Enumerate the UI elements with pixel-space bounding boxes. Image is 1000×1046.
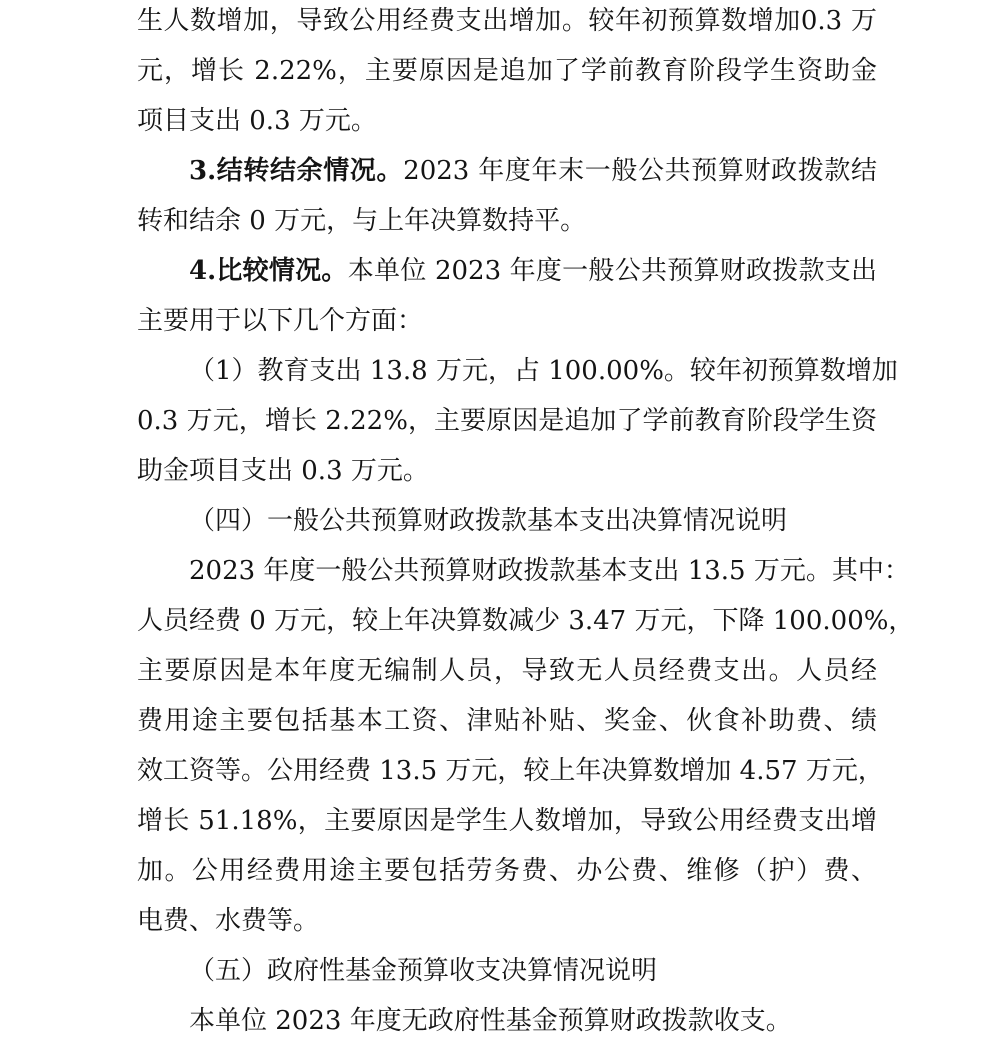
paragraph-line: 生人数增加，导致公用经费支出增加。较年初预算数增加0.3 万 bbox=[137, 6, 877, 36]
paragraph-line: （1）教育支出 13.8 万元，占 100.00%。较年初预算数增加 bbox=[189, 356, 898, 386]
paragraph-line: 人员经费 0 万元，较上年决算数减少 3.47 万元，下降 100.00%， bbox=[137, 606, 915, 636]
carryover-heading: 3.结转结余情况。 bbox=[189, 156, 404, 186]
paragraph-line: 2023 年度一般公共预算财政拨款基本支出 13.5 万元。其中： bbox=[189, 556, 910, 586]
paragraph-line: 主要用于以下几个方面： bbox=[137, 306, 424, 336]
paragraph-line: 助金项目支出 0.3 万元。 bbox=[137, 456, 429, 486]
paragraph-line: 效工资等。公用经费 13.5 万元，较上年决算数增加 4.57 万元， bbox=[137, 756, 884, 786]
paragraph-line: 加。公用经费用途主要包括劳务费、办公费、维修（护）费、 bbox=[137, 856, 877, 886]
section-heading-government-fund: （五）政府性基金预算收支决算情况说明 bbox=[189, 956, 658, 986]
paragraph-line: 0.3 万元，增长 2.22%，主要原因是追加了学前教育阶段学生资 bbox=[137, 406, 877, 436]
carryover-text: 2023 年度年末一般公共预算财政拨款结 bbox=[403, 156, 877, 186]
comparison-paragraph-line bbox=[189, 246, 877, 296]
paragraph-line: 项目支出 0.3 万元。 bbox=[137, 106, 377, 136]
carryover-paragraph-line bbox=[189, 146, 877, 196]
section-heading-basic-expenditure: （四）一般公共预算财政拨款基本支出决算情况说明 bbox=[189, 506, 788, 536]
paragraph-line: 增长 51.18%，主要原因是学生人数增加，导致公用经费支出增 bbox=[137, 806, 877, 836]
paragraph-line: 转和结余 0 万元，与上年决算数持平。 bbox=[137, 206, 587, 236]
paragraph-line: 主要原因是本年度无编制人员，导致无人员经费支出。人员经 bbox=[137, 656, 877, 686]
comparison-heading: 4.比较情况。 bbox=[189, 256, 348, 286]
paragraph-line: 本单位 2023 年度无政府性基金预算财政拨款收支。 bbox=[189, 1006, 792, 1036]
paragraph-line: 元，增长 2.22%，主要原因是追加了学前教育阶段学生资助金 bbox=[137, 56, 877, 86]
paragraph-line: 费用途主要包括基本工资、津贴补贴、奖金、伙食补助费、绩 bbox=[137, 706, 877, 736]
comparison-text: 本单位 2023 年度一般公共预算财政拨款支出 bbox=[347, 256, 877, 286]
paragraph-line: 电费、水费等。 bbox=[137, 906, 320, 936]
